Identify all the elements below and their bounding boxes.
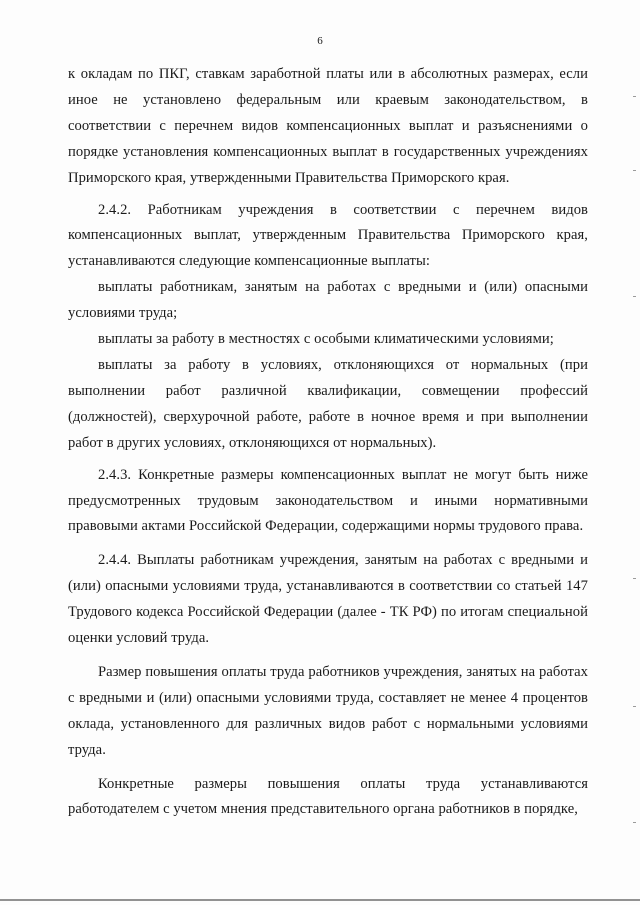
paragraph-increase-amount: Размер повышения оплаты труда работников учреждения, занятых на работах с вредными и (или) опасными условиями труда, составляет не менее 4 процентов оклада, установленного для различных видов работ с нормальными условиями труда. bbox=[68, 663, 588, 758]
page-number: 6 bbox=[317, 35, 323, 47]
list-item-abnormal-conditions: выплаты за работу в условиях, отклоняющихся от нормальных (при выполнении работ различной квалификации, совмещении профессий (должностей), сверхурочной работе, работе в ночное время и при выполнении работ в других условиях, отклоняющихся от нормальных). bbox=[68, 356, 588, 451]
list-item-harmful-conditions: выплаты работникам, занятым на работах с вредными и (или) опасными условиями труда; bbox=[68, 279, 588, 322]
paragraph-2-4-3: 2.4.3. Конкретные размеры компенсационных выплат не могут быть ниже предусмотренных трудовым законодательством и иными нормативными правовыми актами Российской Федерации, содержащими нормы трудового права. bbox=[68, 466, 588, 535]
scan-edge-marks bbox=[630, 0, 636, 905]
list-item-climatic-conditions: выплаты за работу в местностях с особыми климатическими условиями; bbox=[98, 331, 554, 348]
document-body bbox=[68, 62, 588, 823]
scan-speck bbox=[633, 822, 636, 823]
scan-speck bbox=[633, 706, 636, 707]
paragraph-specific-amounts: Конкретные размеры повышения оплаты труда устанавливаются работодателем с учетом мнения представительного органа работников в порядке, bbox=[68, 775, 588, 818]
scan-speck bbox=[633, 578, 636, 579]
scan-bottom-edge bbox=[0, 899, 640, 901]
paragraph-continuation: к окладам по ПКГ, ставкам заработной платы или в абсолютных размерах, если иное не установлено федеральным или краевым законодательством, в соответствии с перечнем видов компенсационных выплат и разъяснениями о порядке установления компенсационных выплат в государственных учреждениях Приморского края, утвержденными Правительства Приморского края. bbox=[68, 66, 588, 186]
scan-speck bbox=[633, 296, 636, 297]
paragraph-2-4-2: 2.4.2. Работникам учреждения в соответствии с перечнем видов компенсационных выплат, утвержденным Правительства Приморского края, устанавливаются следующие компенсационные выплаты: bbox=[68, 201, 588, 270]
paragraph-2-4-4: 2.4.4. Выплаты работникам учреждения, занятым на работах с вредными и (или) опасными условиями труда, устанавливаются в соответствии со статьей 147 Трудового кодекса Российской Федерации (далее - ТК РФ) по итогам специальной оценки условий труда. bbox=[68, 552, 588, 647]
scan-speck bbox=[633, 170, 636, 171]
scan-speck bbox=[633, 96, 636, 97]
